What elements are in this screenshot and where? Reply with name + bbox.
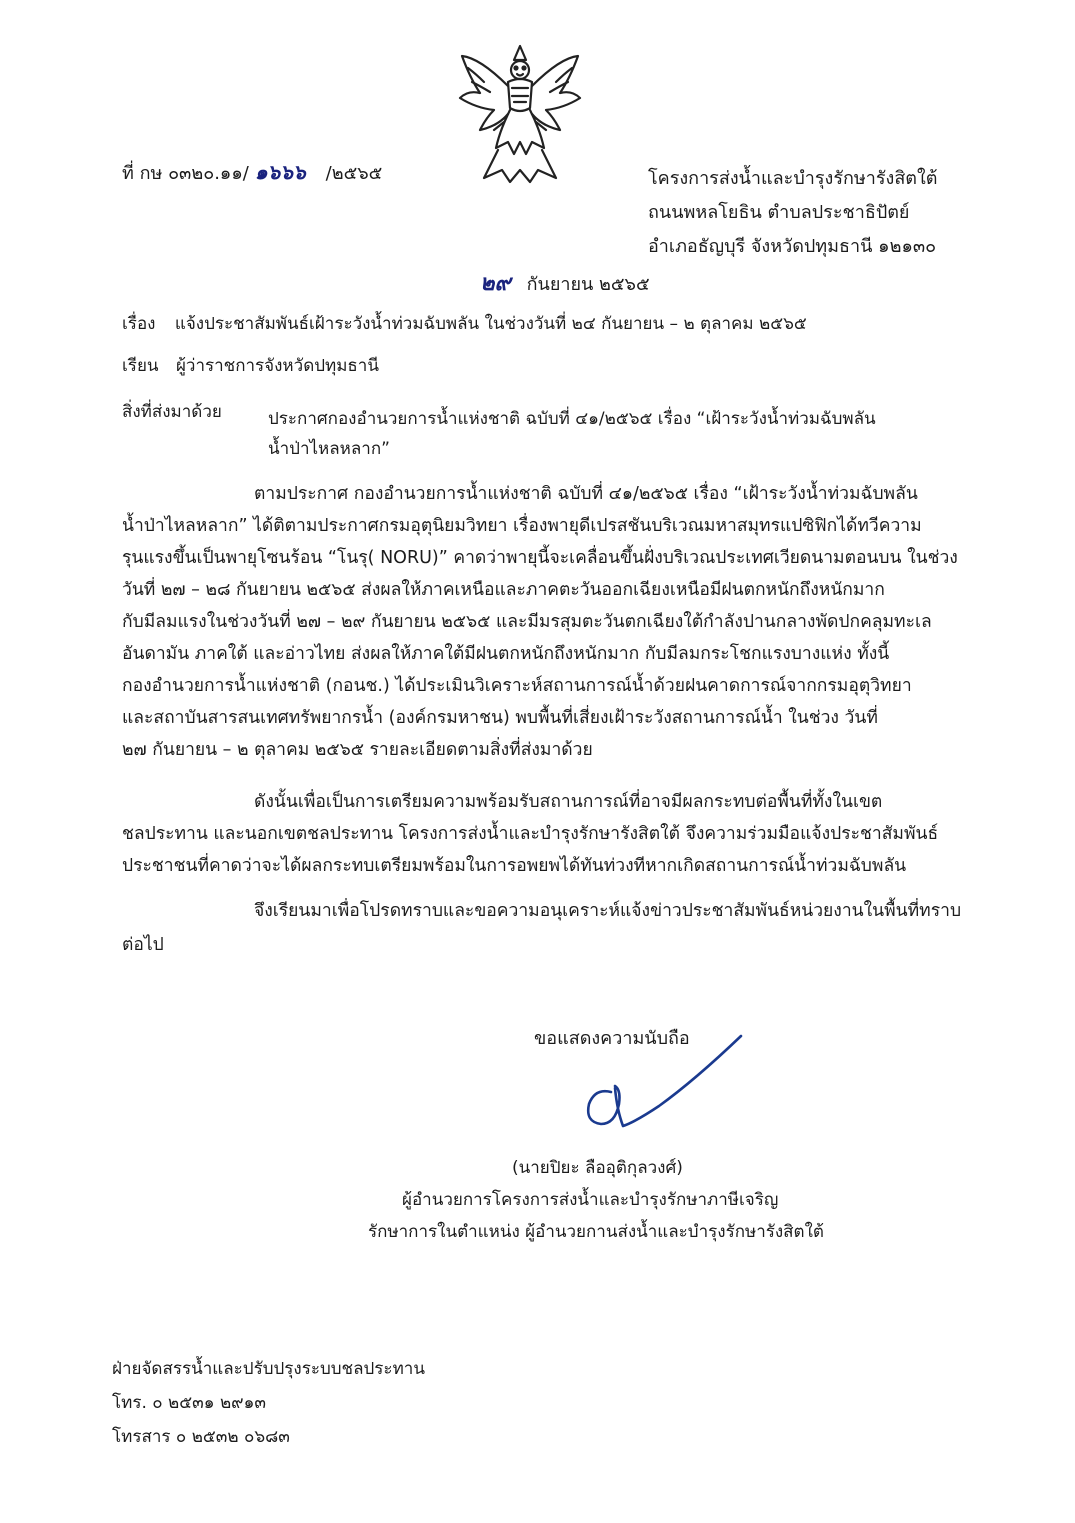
recipient-line (122, 358, 379, 375)
body-paragraph-2 (122, 786, 974, 882)
enclosure-text (268, 404, 876, 464)
paragraph-line: ประชาชนที่คาดว่าจะได้ผลกระทบเตรียมพร้อมในการอพยพได้ทันท่วงทีหากเกิดสถานการณ์น้ำท่วมฉับพลัน (122, 856, 907, 876)
paragraph-line: อันดามัน ภาคใต้ และอ่าวไทย ส่งผลให้ภาคใต้มีฝนตกหนักถึงหนักมาก กับมีลมกระโชกแรงบางแห่ง ทั้งนี้ (122, 644, 890, 664)
recipient-text: ผู้ว่าราชการจังหวัดปทุมธานี (175, 356, 379, 376)
paragraph-line: ตามประกาศ กองอำนวยการน้ำแห่งชาติ ฉบับที่ ๔๑/๒๕๖๕ เรื่อง “เฝ้าระวังน้ำท่วมฉับพลัน (254, 484, 918, 504)
reference-number (122, 162, 382, 183)
paragraph-line: ต่อไป (122, 935, 164, 955)
paragraph-line: น้ำป่าไหลหลาก” ได้ติตามประกาศกรมอุตุนิยมวิทยา เรื่องพายุดีเปรสชันบริเวณมหาสมุทรแปซิฟิกได้ทวีความ (122, 516, 922, 536)
paragraph-line: รุนแรงขึ้นเป็นพายุโซนร้อน “โนรุ( NORU)” คาดว่าพายุนี้จะเคลื่อนขึ้นฝั่งบริเวณประเทศเวียดนามตอนบน ในช่วง (122, 548, 958, 568)
enclosure-label: สิ่งที่ส่งมาด้วย (122, 402, 222, 422)
recipient-label: เรียน (122, 356, 159, 376)
paragraph-line: วันที่ ๒๗ – ๒๘ กันยายน ๒๕๖๕ ส่งผลให้ภาคเหนือและภาคตะวันออกเฉียงเหนือมีฝนตกหนักถึงหนักมาก (122, 580, 885, 600)
enclosure-line: ประกาศกองอำนวยการน้ำแห่งชาติ ฉบับที่ ๔๑/๒๕๖๕ เรื่อง “เฝ้าระวังน้ำท่วมฉับพลัน (268, 409, 876, 429)
reference-suffix: /๒๕๖๕ (325, 163, 383, 184)
signer-title-1: ผู้อำนวยการโครงการส่งน้ำและบำรุงรักษาภาษีเจริญ (402, 1190, 779, 1210)
reference-handwritten: ๑๖๖๖ (254, 160, 306, 184)
subject-line (122, 316, 807, 333)
paragraph-line: ชลประทาน และนอกเขตชลประทาน โครงการส่งน้ำและบำรุงรักษารังสิตใต้ จึงความร่วมมือแจ้งประชาสัมพันธ์ (122, 824, 939, 844)
footer-fax: โทรสาร ๐ ๒๕๓๒ ๐๖๘๓ (112, 1427, 290, 1447)
date-month-year: กันยายน ๒๕๖๕ (526, 274, 650, 295)
signer-name: (นายปิยะ ลืออุติกุลวงศ์) (512, 1158, 683, 1178)
body-paragraph-3 (122, 894, 974, 962)
sender-address-line: อำเภอธัญบุรี จังหวัดปทุมธานี ๑๒๑๓๐ (648, 236, 937, 257)
subject-label: เรื่อง (122, 314, 156, 334)
sender-address (648, 162, 937, 264)
sender-address-line: ถนนพหลโยธิน ตำบลประชาธิปัตย์ (648, 202, 910, 223)
garuda-emblem-icon (450, 38, 590, 188)
footer-department: ฝ่ายจัดสรรน้ำและปรับปรุงระบบชลประทาน (112, 1359, 425, 1379)
footer-phone: โทร. ๐ ๒๕๓๑ ๒๙๑๓ (112, 1393, 267, 1413)
paragraph-line: ๒๗ กันยายน – ๒ ตุลาคม ๒๕๖๕ รายละเอียดตามสิ่งที่ส่งมาด้วย (122, 740, 593, 760)
signer-title-2: รักษาการในตำแหน่ง ผู้อำนวยกานส่งน้ำและบำรุงรักษารังสิตใต้ (368, 1222, 824, 1242)
reference-prefix: ที่ กษ ๐๓๒๐.๑๑/ (122, 163, 249, 184)
subject-text: แจ้งประชาสัมพันธ์เฝ้าระวังน้ำท่วมฉับพลัน ในช่วงวันที่ ๒๔ กันยายน – ๒ ตุลาคม ๒๕๖๕ (174, 314, 807, 334)
paragraph-line: จึงเรียนมาเพื่อโปรดทราบและขอความอนุเคราะห์แจ้งข่าวประชาสัมพันธ์หน่วยงานในพื้นที่ทราบ (254, 901, 962, 921)
date-day-handwritten: ๒๙ (480, 270, 511, 296)
sender-address-line: โครงการส่งน้ำและบำรุงรักษารังสิตใต้ (648, 168, 938, 189)
footer-contact (112, 1352, 425, 1454)
closing-text: ขอแสดงความนับถือ (534, 1028, 690, 1049)
letter-date (480, 272, 650, 294)
paragraph-line: กองอำนวยการน้ำแห่งชาติ (กอนช.) ได้ประเมินวิเคราะห์สถานการณ์น้ำด้วยฝนคาดการณ์จากกรมอุตุวิทยา (122, 676, 912, 696)
signature-icon (575, 1030, 750, 1140)
paragraph-line: ดังนั้นเพื่อเป็นการเตรียมความพร้อมรับสถานการณ์ที่อาจมีผลกระทบต่อพื้นที่ทั้งในเขต (254, 792, 883, 812)
paragraph-line: และสถาบันสารสนเทศทรัพยากรน้ำ (องค์กรมหาชน) พบพื้นที่เสี่ยงเฝ้าระวังสถานการณ์น้ำ ในช่วง วันที่ (122, 708, 878, 728)
body-paragraph-1 (122, 478, 974, 766)
paragraph-line: กับมีลมแรงในช่วงวันที่ ๒๗ – ๒๙ กันยายน ๒๕๖๕ และมีมรสุมตะวันตกเฉียงใต้กำลังปานกลางพัดปกคลุมทะเล (122, 612, 932, 632)
enclosure-line: น้ำป่าไหลหลาก” (268, 439, 390, 459)
